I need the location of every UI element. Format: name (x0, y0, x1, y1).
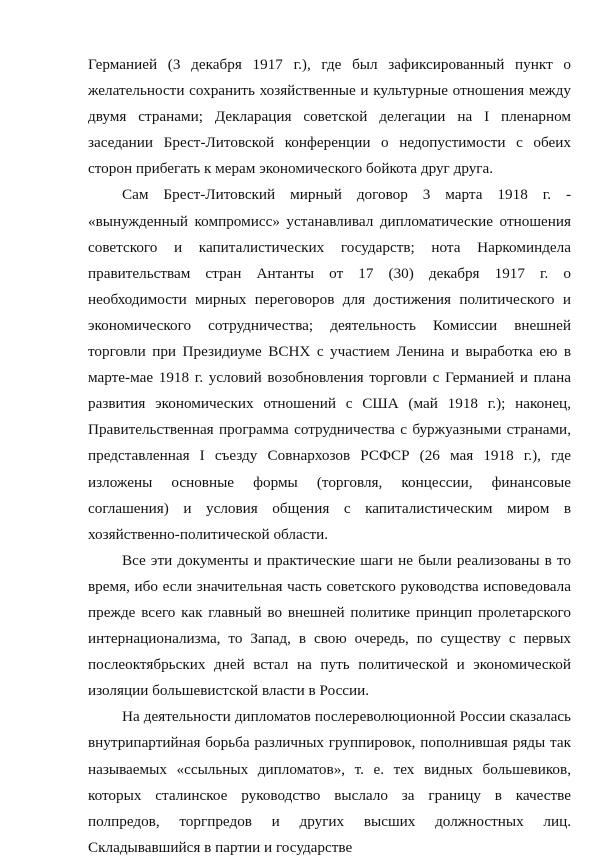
paragraph-diplomats: На деятельности дипломатов послереволюционной России сказалась внутрипартийная борьба различных группировок, пополнившая ряды так называемых «ссыльных дипломатов», т. е. тех видных большевиков, которых сталинское руководство выслало за границу в качестве полпредов, торгпредов и других высших должностных лиц. Складывавшийся в партии и государстве (88, 708, 571, 856)
body-text (88, 52, 571, 861)
paragraph-continued: Германией (3 декабря 1917 г.), где был зафиксированный пункт о желательности сохранить хозяйственные и культурные отношения между двумя странами; Декларация советской делегации на I пленарном заседании Брест-Литовской конференции о недопустимости с обеих сторон прибегать к мерам экономического бойкота друг друга. (88, 56, 571, 178)
paragraph-brest-treaty: Сам Брест-Литовский мирный договор 3 марта 1918 г. - «вынужденный компромисс» устанавливал дипломатические отношения советского и капиталистических государств; нота Наркоминдела правительствам стран Антанты от 17 (30) декабря 1917 г. о необходимости мирных переговоров для достижения политического и экономического сотрудничества; деятельность Комиссии внешней торговли при Президиуме ВСНХ с участием Ленина и выработка ею в марте-мае 1918 г. условий возобновления торговли с Германией и плана развития экономических отношений с США (май 1918 г.); наконец, Правительственная программа сотрудничества с буржуазными странами, представленная I съезду Совнархозов РСФСР (26 мая 1918 г.), где изложены основные формы (торговля, концессии, финансовые соглашения) и условия общения с капиталистическим миром в хозяйственно-политической области. (88, 186, 571, 543)
paragraph-documents-not-realized: Все эти документы и практические шаги не были реализованы в то время, ибо если значительная часть советского руководства исповедовала прежде всего как главный во внешней политике принцип пролетарского интернационализма, то Запад, в свою очередь, по существу с первых послеоктябрьских дней встал на путь политической и экономической изоляции большевистской власти в России. (88, 551, 571, 700)
